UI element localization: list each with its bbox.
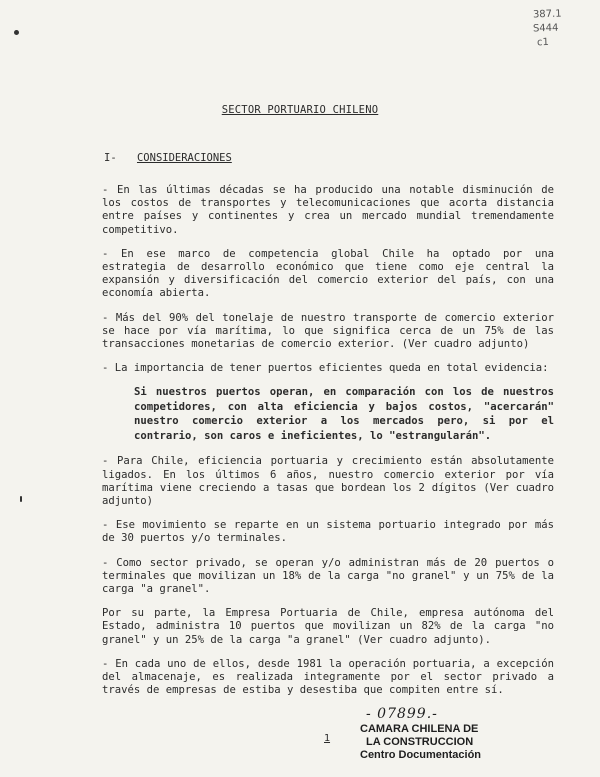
paragraph: - La importancia de tener puertos eficientes queda en total evidencia: [102, 362, 549, 375]
section-heading [104, 152, 232, 164]
catalog-line: 387.1 [533, 8, 563, 21]
stamp-line: CAMARA CHILENA DE [360, 723, 479, 735]
stamp-line: Centro Documentación [360, 749, 482, 761]
scan-speck [20, 496, 22, 502]
paragraph: - Como sector privado, se operan y/o administran más de 20 puertos o terminales que movilizan un 18% de la carga "no granel" y un 75% de la carga "a granel". [102, 556, 554, 596]
paragraph: - Más del 90% del tonelaje de nuestro transporte de comercio exterior se hace por vía marítima, lo que significa cerca de un 75% de las transacciones monetarias de comercio exterior. (Ver cuadro adjunto) [102, 311, 554, 351]
catalog-line: c1 [537, 36, 550, 49]
section-number: I- [104, 152, 117, 164]
page-number: 1 [324, 733, 331, 744]
section-label: CONSIDERACIONES [136, 152, 232, 164]
catalog-line: S444 [533, 22, 559, 35]
paragraph: - En las últimas décadas se ha producido una notable disminución de los costos de transportes y telecomunicaciones que acorta distancia entre países y continentes y crea un mercado mundial tremendamente competitivo. [102, 184, 554, 236]
quote-block: Si nuestros puertos operan, en comparación con los de nuestros competidores, con alta eficiencia y bajos costos, "acercarán" nuestro comercio exterior a los mercados pero, si por el contrario, son caros e ineficientes, lo "estrangularán". [134, 386, 554, 442]
paragraph: - Para Chile, eficiencia portuaria y crecimiento están absolutamente ligados. En los últimos 6 años, nuestro comercio exterior por vía marítima viene creciendo a tasas que bordean los 2 dígitos (Ver cuadro adjunto) [102, 455, 554, 508]
scan-speck [14, 30, 19, 35]
paragraph: - Ese movimiento se reparte en un sistema portuario integrado por más de 30 puertos y/o terminales. [102, 519, 554, 545]
catalog-annotation [533, 8, 562, 50]
paragraph: - En ese marco de competencia global Chile ha optado por una estrategia de desarrollo económico que tiene como eje central la expansión y diversificación del comercio exterior del país, con una economía abierta. [102, 247, 554, 300]
paragraph: - En cada uno de ellos, desde 1981 la operación portuaria, a excepción del almacenaje, es realizada integramente por el sector privado a través de empresas de estiba y desestiba que compiten entre sí. [102, 657, 554, 697]
document-title: SECTOR PORTUARIO CHILENO [221, 104, 379, 116]
document-body [102, 184, 554, 708]
stamp-serial: - 07899.- [366, 706, 438, 722]
paragraph: Por su parte, la Empresa Portuaria de Chile, empresa autónoma del Estado, administra 10 puertos que movilizan un 82% de la carga "no granel" y un 25% de la carga "a granel" (Ver cuadro adjunto). [102, 607, 554, 646]
stamp-line: LA CONSTRUCCION [366, 736, 474, 748]
library-stamp [360, 708, 481, 762]
